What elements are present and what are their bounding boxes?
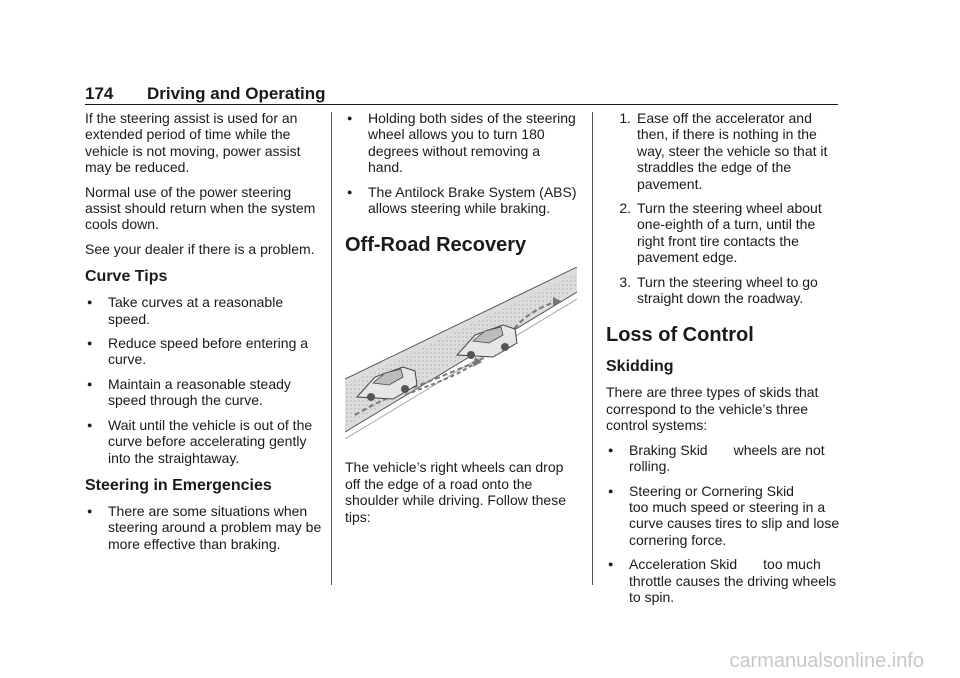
bullet-item: ● Wait until the vehicle is out of the curve before accelerating gently into the straightaway.	[85, 417, 323, 466]
column-2	[345, 110, 577, 533]
step-number: 3.	[619, 273, 631, 290]
column-1	[85, 110, 323, 560]
step-number: 1.	[619, 110, 631, 126]
bullet-item: ● Holding both sides of the steering wheel allows you to turn 180 degrees without removing a hand.	[345, 110, 577, 176]
skid-name: Steering or Cornering Skid	[629, 482, 794, 499]
skid-desc: too much speed or steering in a curve causes tires to slip and lose cornering force.	[629, 498, 840, 548]
bullet-item	[606, 556, 840, 605]
bullet-item: ● Reduce speed before entering a curve.	[85, 335, 323, 368]
header-rule	[85, 104, 838, 105]
page-number: 174	[85, 84, 114, 103]
skid-name: Braking Skid	[629, 441, 708, 458]
bullet-item: ● Maintain a reasonable steady speed through the curve.	[85, 376, 323, 409]
bullet-item: ● Take curves at a reasonable speed.	[85, 294, 323, 327]
step-text: Turn the steering wheel about one-eighth of a turn, until the right front tire contacts the pavement edge.	[637, 200, 822, 266]
paragraph: See your dealer if there is a problem.	[85, 240, 315, 257]
chapter-title: Driving and Operating	[147, 84, 326, 103]
bullet-item: ● There are some situations when steering around a problem may be more effective than braking.	[85, 503, 323, 552]
section-heading-skidding: Skidding	[606, 358, 674, 376]
skid-name: Acceleration Skid	[629, 556, 738, 573]
step-number: 2.	[619, 200, 631, 217]
off-road-recovery-illustration	[345, 267, 577, 447]
column-divider	[592, 112, 593, 585]
step-text: Turn the steering wheel to go straight down the roadway.	[637, 273, 818, 307]
paragraph: The vehicle’s right wheels can drop off the edge of a road onto the shoulder while driving. Follow these tips:	[345, 459, 566, 525]
section-heading-curve-tips: Curve Tips	[85, 268, 168, 286]
column-3	[606, 110, 840, 613]
bullet-item	[606, 483, 840, 549]
section-heading-emergencies: Steering in Emergencies	[85, 476, 272, 494]
numbered-step	[606, 110, 840, 192]
paragraph: If the steering assist is used for an extended period of time while the vehicle is not moving, power assist may be reduced.	[85, 110, 301, 176]
numbered-step	[606, 200, 840, 266]
paragraph: There are three types of skids that correspond to the vehicle’s three control systems:	[606, 384, 819, 434]
watermark: carmanualsonline.info	[729, 650, 924, 672]
page-header	[85, 84, 838, 104]
step-text: Ease off the accelerator and then, if there is nothing in the way, steer the vehicle so that it straddles the edge of the pavement.	[637, 110, 828, 192]
bullet-item	[606, 442, 840, 475]
section-heading-loss-of-control: Loss of Control	[606, 324, 754, 347]
skid-desc: too much throttle causes the driving wheels to spin.	[629, 556, 836, 605]
section-heading-off-road-recovery: Off-Road Recovery	[345, 234, 527, 257]
bullet-item: ● The Antilock Brake System (ABS) allows steering while braking.	[345, 184, 577, 217]
skid-desc: wheels are not rolling.	[629, 441, 825, 475]
column-divider	[331, 112, 332, 585]
paragraph: Normal use of the power steering assist should return when the system cools down.	[85, 183, 316, 233]
numbered-step	[606, 274, 840, 307]
